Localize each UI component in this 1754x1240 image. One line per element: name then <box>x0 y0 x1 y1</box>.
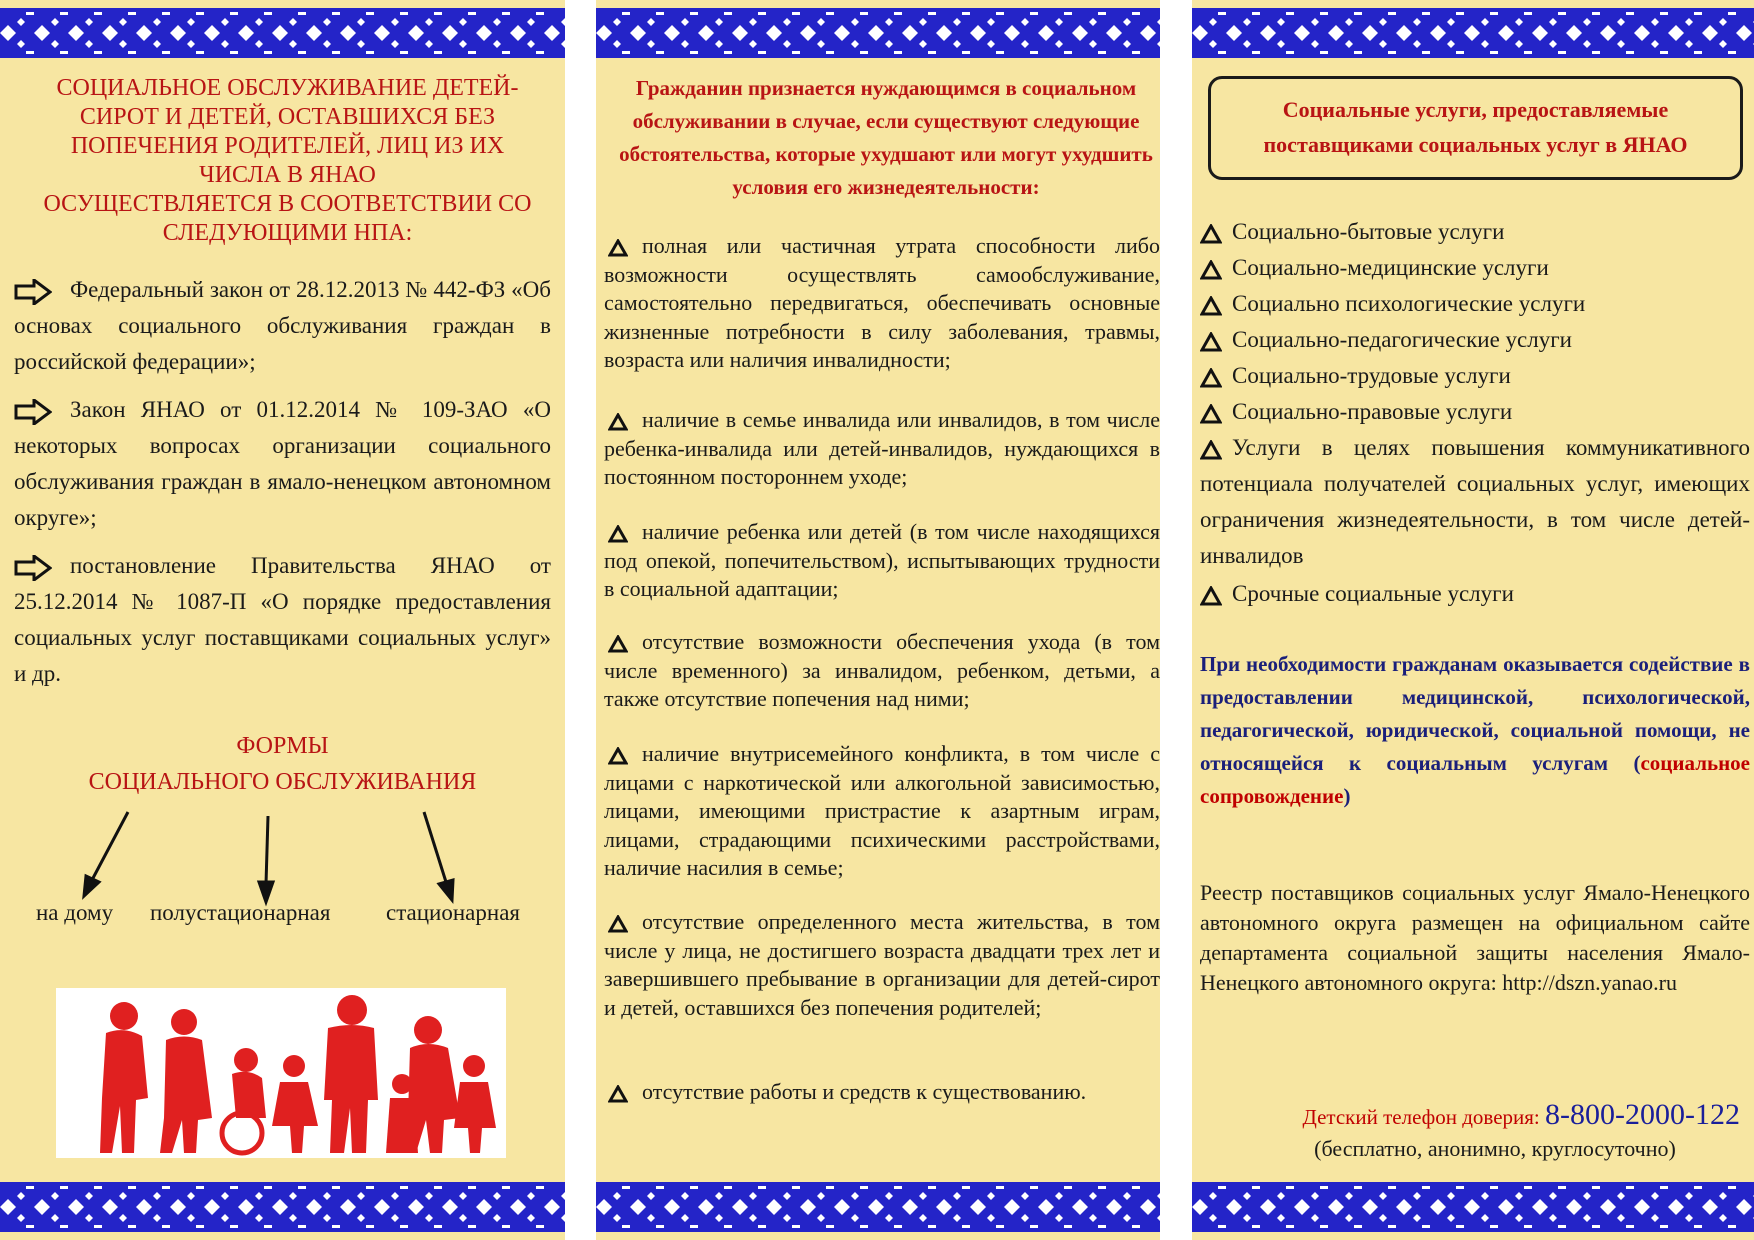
hotline-block <box>1200 1098 1750 1162</box>
condition-text: отсутствие работы и средств к существованию. <box>642 1079 1087 1104</box>
forms-title-line: ФОРМЫ <box>236 733 329 759</box>
service-text: Услуги в целях повышения коммуникативного потенциала получателей социальных услуг, имеющих ограничения жизнедеятельности, в том числе детей-инвалидов <box>1200 435 1750 568</box>
form-semi-stationary: полустационарная <box>150 900 331 925</box>
service-text: Социально психологические услуги <box>1232 291 1586 316</box>
panel3-title-line: Социальные услуги, предоставляемые <box>1282 97 1669 122</box>
condition-item <box>604 908 1160 1022</box>
ornament-band-top <box>596 8 1160 58</box>
law-text: Закон ЯНАО от 01.12.2014 № 109-ЗАО «О некоторых вопросах организации социального обслуживания граждан в ямало-ненецком автономном округе»; <box>14 397 551 530</box>
ornament-band-bottom <box>1192 1182 1754 1232</box>
title-line: ЧИСЛА В ЯНАО <box>199 162 376 188</box>
service-text: Срочные социальные услуги <box>1232 581 1514 606</box>
form-at-home: на дому <box>36 900 114 925</box>
triangle-bullet-icon <box>1200 332 1222 352</box>
panel2-title: Гражданин признается нуждающимся в социальном обслуживании в случае, если существуют следующие обстоятельства, которые ухудшают или могут ухудшить условия его жизнедеятельности: <box>619 76 1153 199</box>
triangle-bullet-icon <box>608 239 628 257</box>
service-text: Социально-бытовые услуги <box>1232 219 1505 244</box>
condition-item <box>604 518 1160 604</box>
assist-highlight: социальное сопровождение <box>1200 751 1750 808</box>
service-item <box>1200 286 1750 322</box>
condition-text: отсутствие определенного места жительства, в том числе у лица, не достигшего возраста двадцати трех лет и завершившего пребывание в организации для детей-сирот и детей, оставшихся без попечения родителей; <box>604 909 1160 1020</box>
registry-paragraph: Реестр поставщиков социальных услуг Ямало-Ненецкого автономного округа размещен на официальном сайте департамента социальной защиты населения Ямало-Ненецкого автономного округа: http://dszn.yanao.ru <box>1200 880 1750 995</box>
condition-text: отсутствие возможности обеспечения ухода (в том числе временного) за инвалидом, ребенком, детьми, а также отсутствие попечения над ними; <box>604 629 1160 711</box>
arrow-right-icon <box>14 399 52 425</box>
hotline-number: 8-800-2000-122 <box>1545 1098 1740 1131</box>
service-item <box>1200 358 1750 394</box>
triangle-bullet-icon <box>608 413 628 431</box>
service-text: Социально-медицинские услуги <box>1232 255 1549 280</box>
panel-right <box>1192 0 1754 1240</box>
title-line: ОСУЩЕСТВЛЯЕТСЯ В СООТВЕТСТВИИ СО <box>43 191 532 217</box>
triangle-bullet-icon <box>1200 404 1222 424</box>
ornament-band-top <box>1192 8 1754 58</box>
condition-text: полная или частичная утрата способности либо возможности осуществлять самообслуживание, самостоятельно передвигаться, обеспечивать основные жизненные потребности в силу заболевания, травмы, возраста или наличия инвалидности; <box>604 233 1160 372</box>
law-item <box>14 548 551 692</box>
panel1-title <box>10 74 565 248</box>
triangle-bullet-icon <box>1200 260 1222 280</box>
ornament-band-bottom <box>0 1182 565 1232</box>
assistance-paragraph <box>1200 648 1750 813</box>
ornament-band-top <box>0 8 565 58</box>
forms-arrows <box>0 800 565 910</box>
panel3-title <box>1208 92 1743 162</box>
condition-item <box>604 740 1160 883</box>
service-item <box>1200 250 1750 286</box>
title-line: СИРОТ И ДЕТЕЙ, ОСТАВШИХСЯ БЕЗ <box>79 104 496 130</box>
triangle-bullet-icon <box>1200 368 1222 388</box>
service-text: Социально-правовые услуги <box>1232 399 1513 424</box>
condition-text: наличие в семье инвалида или инвалидов, в том числе ребенка-инвалида или детей-инвалидов, нуждающихся в постоянном постороннем уходе; <box>604 407 1160 489</box>
triangle-bullet-icon <box>1200 440 1222 460</box>
title-line: ПОПЕЧЕНИЯ РОДИТЕЛЕЙ, ЛИЦ ИЗ ИХ <box>70 133 505 159</box>
hotline-label: Детский телефон доверия: <box>1302 1105 1546 1129</box>
triangle-bullet-icon <box>1200 586 1222 606</box>
triangle-bullet-icon <box>608 1085 628 1103</box>
service-item <box>1200 214 1750 250</box>
forms-title <box>14 728 551 800</box>
condition-item <box>604 1078 1160 1107</box>
law-text: Федеральный закон от 28.12.2013 № 442-ФЗ «Об основах социального обслуживания граждан в российской федерации»; <box>14 277 551 374</box>
law-item <box>14 272 551 380</box>
ornament-band-bottom <box>596 1182 1160 1232</box>
service-item <box>1200 322 1750 358</box>
panel3-title-line: поставщиками социальных услуг в ЯНАО <box>1263 132 1688 157</box>
condition-item <box>604 232 1160 375</box>
service-item <box>1200 430 1750 574</box>
triangle-bullet-icon <box>608 635 628 653</box>
triangle-bullet-icon <box>608 747 628 765</box>
family-silhouette-image <box>56 988 506 1158</box>
law-text: постановление Правительства ЯНАО от 25.12.2014 № 1087-П «О порядке предоставления социальных услуг поставщиками социальных услуг» и др. <box>14 553 551 686</box>
arrow-right-icon <box>14 555 52 581</box>
condition-item <box>604 628 1160 714</box>
arrow-right-icon <box>14 279 52 305</box>
law-item <box>14 392 551 536</box>
triangle-bullet-icon <box>1200 224 1222 244</box>
triangle-bullet-icon <box>608 915 628 933</box>
title-line: СОЦИАЛЬНОЕ ОБСЛУЖИВАНИЕ ДЕТЕЙ- <box>56 75 519 101</box>
service-item <box>1200 394 1750 430</box>
condition-item <box>604 406 1160 492</box>
service-text: Социально-педагогические услуги <box>1232 327 1572 352</box>
panel-left <box>0 0 565 1240</box>
triangle-bullet-icon <box>608 525 628 543</box>
service-text: Социально-трудовые услуги <box>1232 363 1511 388</box>
condition-text: наличие ребенка или детей (в том числе находящихся под опекой, попечительством), испытывающих трудности в социальной адаптации; <box>604 519 1160 601</box>
triangle-bullet-icon <box>1200 296 1222 316</box>
assist-text: При необходимости гражданам оказывается содействие в предоставлении медицинской, психологической, педагогической, юридической, социальной помощи, не относящейся к социальным услугам ( <box>1200 652 1750 775</box>
hotline-note: (бесплатно, анонимно, круглосуточно) <box>1314 1136 1676 1161</box>
forms-title-line: СОЦИАЛЬНОГО ОБСЛУЖИВАНИЯ <box>88 769 477 795</box>
condition-text: наличие внутрисемейного конфликта, в том числе с лицами с наркотической или алкогольной зависимостью, лицами, имеющими пристрастие к азартным играм, лицами, страдающими психическими расстройствами, наличие насилия в семье; <box>604 741 1160 880</box>
assist-end: ) <box>1343 784 1351 808</box>
panel-middle <box>596 0 1160 1240</box>
title-line: СЛЕДУЮЩИМИ НПА: <box>162 220 413 246</box>
service-item <box>1200 576 1750 612</box>
form-stationary: стационарная <box>386 900 520 925</box>
